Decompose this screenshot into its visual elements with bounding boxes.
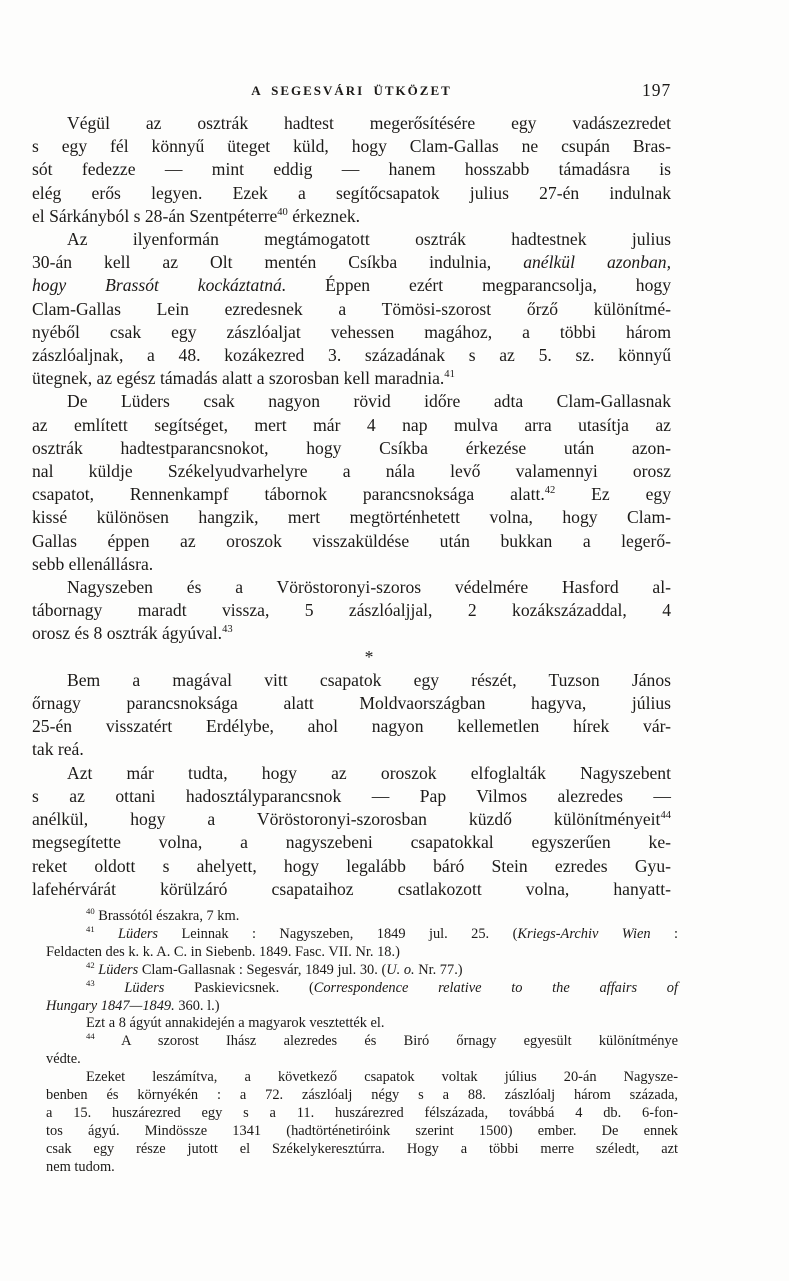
text-line bbox=[32, 483, 671, 506]
text-line bbox=[32, 506, 671, 529]
text-line bbox=[32, 878, 671, 901]
paragraph bbox=[46, 977, 679, 1016]
paragraph bbox=[32, 669, 671, 762]
text-run: nyéből csak egy zászlóaljat vehessen magához, a többi három bbox=[32, 321, 671, 342]
text-run: Nagyszeben és a Vöröstoronyi-szoros védelmére Hasford al- bbox=[67, 577, 671, 598]
text-line bbox=[32, 855, 671, 878]
text-line bbox=[32, 692, 671, 715]
paragraph bbox=[32, 112, 671, 228]
text-line bbox=[32, 390, 671, 413]
text-line bbox=[32, 738, 671, 761]
text-run: ütegnek, az egész támadás alatt a szorosban kell maradnia. bbox=[32, 368, 445, 389]
text-line bbox=[46, 1033, 678, 1051]
text-run: érkeznek. bbox=[287, 205, 361, 226]
text-run: Kriegs-Archiv Wien bbox=[517, 925, 651, 942]
text-line bbox=[32, 367, 671, 390]
text-run: 25-én visszatért Erdélybe, ahol nagyon kellemetlen hírek vár- bbox=[32, 716, 671, 737]
text-line bbox=[46, 1069, 678, 1087]
footnote-ref: 43 bbox=[222, 624, 233, 636]
text-run: Brassótól északra, 7 km. bbox=[94, 908, 240, 924]
footnote-ref: 41 bbox=[444, 369, 455, 381]
footnote-section bbox=[46, 908, 678, 1177]
text-run: nal küldje Székelyudvarhelyre a nála levő valamennyi orosz bbox=[32, 461, 671, 482]
text-line bbox=[32, 437, 671, 460]
text-run: Lüders bbox=[118, 925, 159, 942]
paragraph bbox=[46, 926, 678, 962]
text-run: s egy fél könnyű üteget küld, hogy Clam-Gallas ne csupán Bras- bbox=[32, 136, 671, 157]
text-run: sebb ellenállásra. bbox=[32, 553, 154, 574]
text-run: tos ágyú. Mindössze 1341 (hadtörténetiróink szerint 1500) ember. De ennek bbox=[46, 1122, 678, 1139]
text-line bbox=[32, 576, 671, 599]
text-run: anélkül azonban, bbox=[523, 252, 672, 273]
text-run: Clam-Gallas Lein ezredesnek a Tömösi-szorost őrző különítmé- bbox=[32, 298, 671, 319]
text-line bbox=[32, 831, 671, 854]
text-run: orosz és 8 osztrák ágyúval. bbox=[32, 623, 223, 644]
text-line bbox=[46, 1105, 678, 1123]
paragraph bbox=[32, 576, 671, 646]
text-run: Paskievicsnek. ( bbox=[164, 979, 314, 996]
paragraph bbox=[46, 1069, 678, 1176]
footnote-ref: 44 bbox=[86, 1031, 95, 1042]
text-line bbox=[32, 622, 671, 645]
text-run: Gallas éppen az oroszok visszaküldése után bukkan a legerő- bbox=[32, 530, 671, 551]
text-line bbox=[32, 298, 671, 321]
text-run: Hungary 1847—1849. bbox=[46, 997, 175, 1014]
text-run: zászlóaljnak, a 48. kozákezred 3. századának s az 5. sz. könnyű bbox=[32, 345, 671, 366]
text-line bbox=[32, 414, 671, 437]
paragraph bbox=[32, 762, 671, 901]
footnote-ref: 40 bbox=[277, 206, 288, 218]
text-run: Ezt a 8 ágyút annakidején a magyarok vesztették el. bbox=[86, 1015, 385, 1032]
text-run: Correspondence relative to the affairs of bbox=[313, 979, 679, 996]
text-run: Ezeket leszámítva, a következő csapatok voltak július 20-án Nagysze- bbox=[86, 1069, 678, 1086]
text-line bbox=[46, 1123, 678, 1141]
text-run: Bem a magával vitt csapatok egy részét, Tuzson János bbox=[67, 669, 671, 690]
text-line bbox=[46, 959, 678, 980]
text-run: Lüders bbox=[124, 979, 165, 996]
text-run bbox=[95, 980, 125, 996]
text-line bbox=[46, 1051, 678, 1069]
text-run: elég erős legyen. Ezek a segítőcsapatok julius 27-én indulnak bbox=[32, 182, 671, 203]
text-run: Leinnak : Nagyszeben, 1849 jul. 25. ( bbox=[158, 925, 518, 942]
text-line bbox=[46, 1087, 678, 1105]
text-run: sót fedezze — mint eddig — hanem hosszabb támadásra is bbox=[32, 159, 671, 180]
text-line bbox=[46, 1159, 678, 1177]
text-line bbox=[32, 321, 671, 344]
text-line bbox=[46, 944, 678, 962]
paragraph bbox=[46, 959, 678, 980]
text-line bbox=[32, 785, 671, 808]
text-run: reket oldott s ahelyett, hogy legalább báró Stein ezredes Gyu- bbox=[32, 855, 671, 876]
text-line bbox=[46, 926, 678, 944]
footnote-ref: 41 bbox=[86, 924, 95, 935]
text-run: * bbox=[364, 646, 374, 667]
footnote-ref: 44 bbox=[660, 810, 671, 822]
text-line bbox=[32, 344, 671, 367]
text-run: tábornagy maradt vissza, 5 zászlóaljjal, 2 kozákszázaddal, 4 bbox=[32, 600, 671, 621]
text-line bbox=[32, 762, 671, 785]
text-run: a 15. huszárezred egy s a 11. huszárezred félszázada, továbbá 4 db. 6-fon- bbox=[46, 1104, 678, 1121]
text-run: : bbox=[650, 925, 678, 942]
text-line bbox=[46, 908, 678, 926]
text-run: megsegítette volna, a nagyszebeni csapatokkal egyszerűen ke- bbox=[32, 832, 671, 853]
text-line bbox=[32, 808, 671, 831]
paragraph bbox=[46, 908, 678, 926]
text-run: benben és környékén : a 72. zászlóalj négy s a 88. zászlóalj három százada, bbox=[46, 1087, 678, 1104]
text-line bbox=[32, 251, 671, 274]
page-number: 197 bbox=[642, 80, 672, 100]
text-line bbox=[32, 599, 671, 622]
paragraph bbox=[32, 390, 671, 576]
text-run: Lüders bbox=[98, 961, 139, 978]
text-run: A szorost Ihász alezredes és Biró őrnagy egyesült különítménye bbox=[94, 1033, 678, 1050]
text-run: De Lüders csak nagyon rövid időre adta Clam-Gallasnak bbox=[67, 391, 671, 412]
text-line bbox=[32, 158, 671, 181]
footnote-ref: 43 bbox=[86, 977, 95, 988]
text-run: Az ilyenformán megtámogatott osztrák hadtestnek julius bbox=[67, 229, 671, 250]
text-line bbox=[32, 228, 671, 251]
text-run: Azt már tudta, hogy az oroszok elfoglalták Nagyszebent bbox=[67, 762, 671, 783]
text-run: anélkül, hogy a Vöröstoronyi-szorosban küzdő különítményeit bbox=[32, 809, 661, 830]
text-run: s az ottani hadosztályparancsnok — Pap Vilmos alezredes — bbox=[32, 785, 671, 806]
text-run: nem tudom. bbox=[46, 1158, 115, 1175]
text-run: 360. l.) bbox=[174, 997, 220, 1014]
text-run: Nr. 77.) bbox=[414, 961, 463, 978]
page-title: A SEGESVÁRI ÜTKÖZET bbox=[251, 83, 452, 98]
text-run: Éppen ezért megparancsolja, hogy bbox=[286, 275, 671, 296]
text-line bbox=[32, 553, 671, 576]
paragraph bbox=[32, 228, 671, 390]
text-line bbox=[46, 1141, 678, 1159]
text-run: Végül az osztrák hadtest megerősítésére egy vadászezredet bbox=[67, 113, 671, 133]
paragraph bbox=[46, 1033, 678, 1069]
paragraph bbox=[32, 646, 671, 669]
text-run: osztrák hadtestparancsnokot, hogy Csíkba érkezése után azon- bbox=[32, 437, 671, 458]
paragraph bbox=[46, 1015, 678, 1033]
text-line bbox=[32, 182, 671, 205]
text-line bbox=[32, 460, 671, 483]
text-run: hogy Brassót kockáztatná. bbox=[32, 275, 287, 296]
text-line bbox=[46, 977, 679, 998]
text-run: 30-án kell az Olt mentén Csíkba indulnia, bbox=[32, 252, 524, 273]
text-run: Feldacten des k. k. A. C. in Siebenb. 1849. Fasc. VII. Nr. 18.) bbox=[46, 943, 400, 960]
text-run: el Sárkányból s 28-án Szentpéterre bbox=[32, 205, 278, 226]
running-header bbox=[32, 83, 671, 99]
footnote-ref: 40 bbox=[86, 906, 95, 917]
text-line bbox=[32, 135, 671, 158]
text-run: U. o. bbox=[386, 961, 415, 978]
text-run: csapatot, Rennenkampf tábornok parancsnoksága alatt. bbox=[32, 484, 545, 505]
text-run: védte. bbox=[46, 1051, 81, 1068]
text-run: az említett segítséget, mert már 4 nap mulva arra utasítja az bbox=[32, 414, 671, 435]
text-line bbox=[32, 530, 671, 553]
text-run: őrnagy parancsnoksága alatt Moldvaországban hagyva, július bbox=[32, 693, 671, 714]
text-line bbox=[32, 715, 671, 738]
text-line bbox=[32, 274, 671, 297]
text-line bbox=[32, 205, 671, 228]
body-text bbox=[32, 112, 671, 901]
text-run: csak egy része jutott el Székelykeresztúrra. Hogy a többi merre széledt, azt bbox=[46, 1140, 678, 1157]
text-run: kissé különösen hangzik, mert megtörténhetett volna, hogy Clam- bbox=[32, 507, 671, 528]
text-line bbox=[32, 669, 671, 692]
text-run: Ez egy bbox=[555, 484, 671, 505]
footnote-ref: 42 bbox=[544, 485, 556, 497]
text-line bbox=[46, 1015, 678, 1033]
text-line bbox=[46, 998, 678, 1016]
text-run: Clam-Gallasnak : Segesvár, 1849 jul. 30. ( bbox=[138, 961, 387, 978]
text-run: lafehérvárát körülzáró csapataihoz csatlakozott volna, hanyatt- bbox=[32, 878, 671, 899]
text-run bbox=[95, 926, 118, 942]
footnote-ref: 42 bbox=[86, 959, 95, 970]
text-run: tak reá. bbox=[32, 739, 84, 760]
text-line bbox=[32, 112, 671, 135]
section-separator bbox=[32, 646, 671, 669]
